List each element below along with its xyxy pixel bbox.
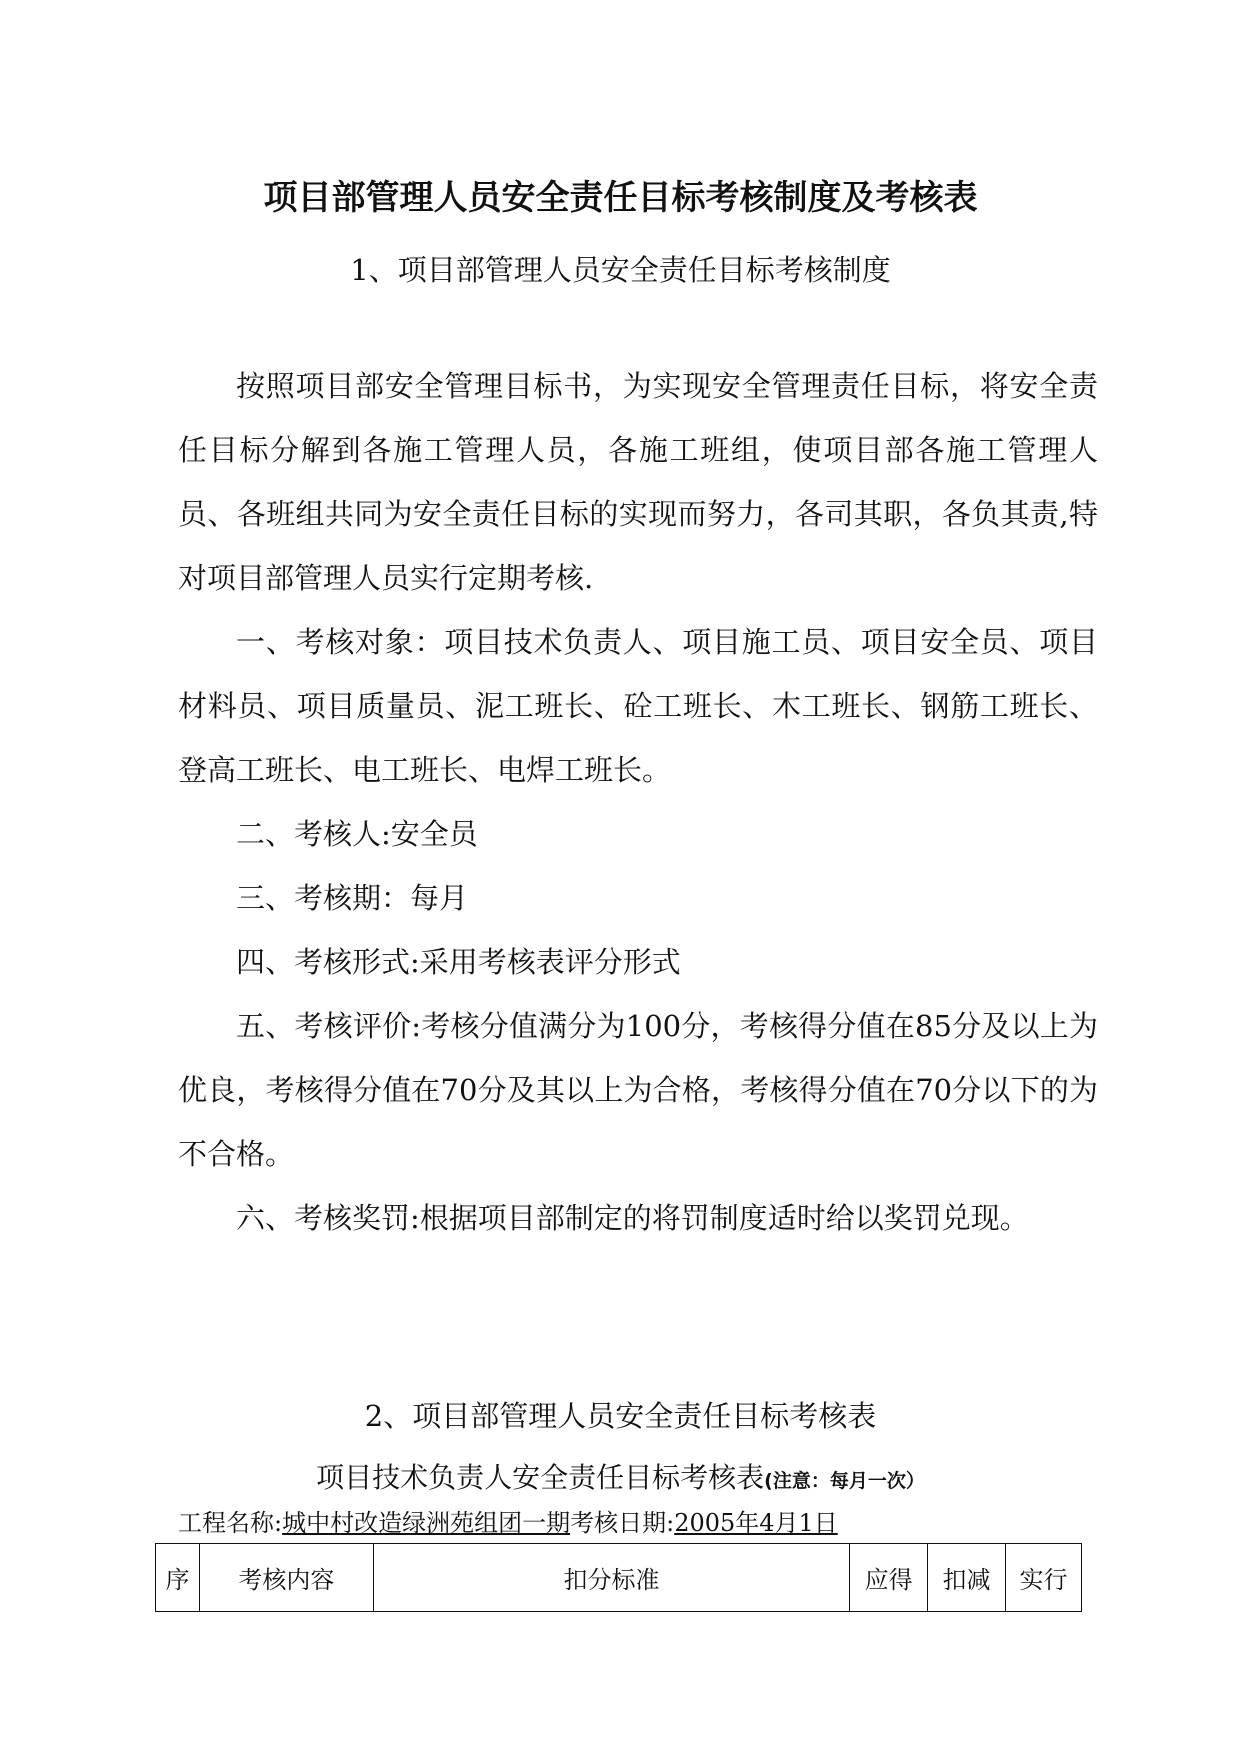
score-table (155, 1543, 1082, 1612)
table-header-row (156, 1544, 1082, 1612)
intro-paragraph: 按照项目部安全管理目标书，为实现安全管理责任目标，将安全责任目标分解到各施工管理人员，各施工班组，使项目部各施工管理人员、各班组共同为安全责任目标的实现而努力，各司其职，各负其责,特对项目部管理人员实行定期考核. (178, 369, 1098, 595)
assessment-evaluation: 五、考核评价:考核分值满分为100分，考核得分值在85分及以上为优良，考核得分值在70分及其以上为合格，考核得分值在70分以下的为不合格。 (178, 1009, 1098, 1171)
project-info-line (178, 1506, 838, 1540)
table-note: (注意：每月一次） (764, 1470, 925, 1492)
assessment-form: 四、考核形式:采用考核表评分形式 (236, 945, 681, 979)
col-content: 考核内容 (199, 1544, 373, 1612)
table-title-text: 项目技术负责人安全责任目标考核表 (316, 1461, 765, 1494)
col-deduction-standard: 扣分标准 (373, 1544, 849, 1612)
project-name: 城中村改造绿洲苑组团一期 (282, 1509, 571, 1537)
assessor: 二、考核人:安全员 (236, 817, 478, 851)
project-label: 工程名称: (178, 1509, 283, 1537)
section1-body (178, 354, 1098, 1250)
date-value: 2005年4月1日 (674, 1509, 838, 1537)
section1-heading: 1、项目部管理人员安全责任目标考核制度 (350, 253, 891, 287)
document-title: 项目部管理人员安全责任目标考核制度及考核表 (263, 178, 978, 218)
assessment-rewards: 六、考核奖罚:根据项目部制定的将罚制度适时给以奖罚兑现。 (236, 1201, 1029, 1235)
table-title (0, 1458, 1241, 1501)
col-deserved: 应得 (850, 1544, 928, 1612)
col-index: 序 (156, 1544, 200, 1612)
assessment-targets: 一、考核对象：项目技术负责人、项目施工员、项目安全员、项目材料员、项目质量员、泥工班长、砼工班长、木工班长、钢筋工班长、登高工班长、电工班长、电焊工班长。 (178, 625, 1098, 787)
assessment-period: 三、考核期：每月 (236, 881, 469, 915)
section2-heading: 2、项目部管理人员安全责任目标考核表 (364, 1399, 877, 1433)
col-actual: 实行 (1006, 1544, 1082, 1612)
col-deducted: 扣减 (928, 1544, 1006, 1612)
date-label: 考核日期: (570, 1509, 675, 1537)
